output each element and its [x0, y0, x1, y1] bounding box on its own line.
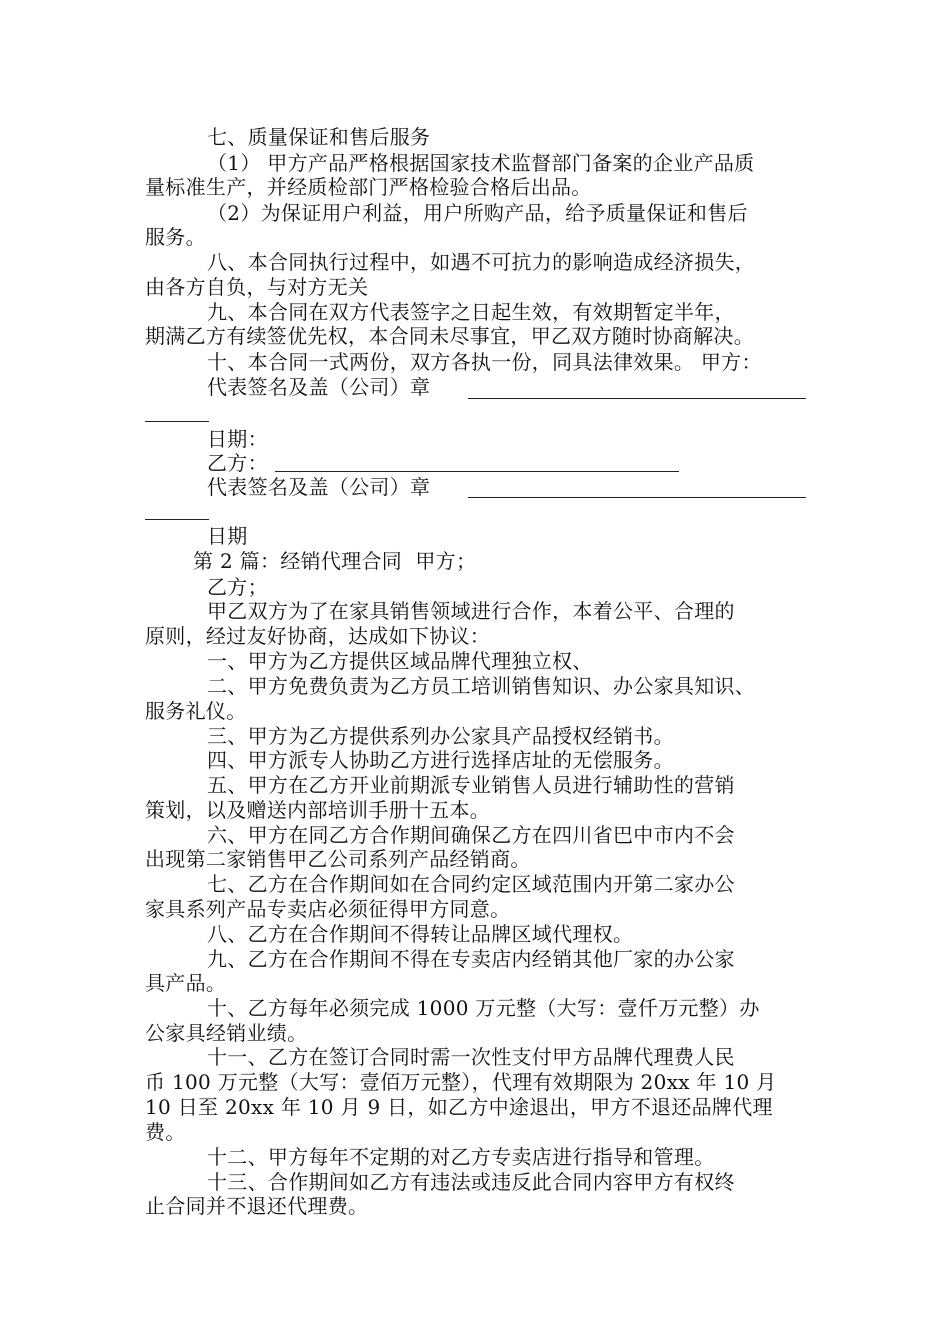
- paragraph-line: 量标准生产，并经质检部门严格检验合格后出品。: [145, 175, 592, 199]
- clause-line: 十二、甲方每年不定期的对乙方专卖店进行指导和管理。: [207, 1145, 715, 1169]
- paragraph-line: 甲乙双方为了在家具销售领域进行合作，本着公平、合理的: [207, 599, 735, 623]
- clause-line: 止合同并不退还代理费。: [145, 1194, 369, 1218]
- clause-line: 四、甲方派专人协助乙方进行选择店址的无偿服务。: [207, 748, 674, 772]
- party-a-signature-label: 代表签名及盖（公司）章: [207, 375, 431, 399]
- clause-line: 币 100 万元整（大写：壹佰万元整），代理有效期限为 20xx 年 10 月: [145, 1070, 777, 1094]
- clause-line: 六、甲方在同乙方合作期间确保乙方在四川省巴中市内不会: [207, 823, 735, 847]
- party-b-date-label: 日期: [207, 524, 248, 548]
- clause-line: 十一、乙方在签订合同时需一次性支付甲方品牌代理费人民: [207, 1045, 735, 1069]
- paragraph-line: 期满乙方有续签优先权，本合同未尽事宜，甲乙双方随时协商解决。: [145, 324, 754, 348]
- paragraph-line: 由各方自负，与对方无关: [145, 275, 369, 299]
- party-a-signature-line-continued: [145, 421, 209, 422]
- clause-line: 二、甲方免费负责为乙方员工培训销售知识、办公家具知识、: [207, 674, 756, 698]
- clause-line: 家具系列产品专卖店必须征得甲方同意。: [145, 897, 511, 921]
- clause-line: 具产品。: [145, 971, 227, 995]
- paragraph-line: （2）为保证用户利益，用户所购产品，给予质量保证和售后: [207, 201, 748, 225]
- party-b-signature-label: 代表签名及盖（公司）章: [207, 475, 431, 499]
- party-a-signature-line: [468, 398, 806, 399]
- clause-line: 七、乙方在合作期间如在合同约定区域范围内开第二家办公: [207, 872, 735, 896]
- section-title: 第 2 篇：经销代理合同 甲方；: [193, 549, 477, 573]
- clause-line: 八、乙方在合作期间不得转让品牌区域代理权。: [207, 922, 634, 946]
- clause-line: 10 日至 20xx 年 10 月 9 日，如乙方中途退出，甲方不退还品牌代理: [145, 1095, 773, 1119]
- party-a-date-label: 日期：: [207, 427, 268, 451]
- clause-line: 五、甲方在乙方开业前期派专业销售人员进行辅助性的营销: [207, 773, 735, 797]
- clause-line: 公家具经销业绩。: [145, 1021, 308, 1045]
- paragraph-line: 服务。: [145, 225, 206, 249]
- clause-line: 费。: [145, 1120, 186, 1144]
- party-b-label: 乙方：: [207, 451, 268, 475]
- party-b-signature-line-continued: [145, 519, 209, 520]
- clause-line: 九、乙方在合作期间不得在专卖店内经销其他厂家的办公家: [207, 947, 735, 971]
- paragraph-line: （1） 甲方产品严格根据国家技术监督部门备案的企业产品质: [207, 151, 755, 175]
- party-b-line: [275, 471, 679, 472]
- clause-line: 出现第二家销售甲乙公司系列产品经销商。: [145, 847, 531, 871]
- clause-line: 十三、合作期间如乙方有违法或违反此合同内容甲方有权终: [207, 1170, 735, 1194]
- paragraph-line: 原则，经过友好协商，达成如下协议：: [145, 624, 491, 648]
- paragraph-line: 九、本合同在双方代表签字之日起生效，有效期暂定半年，: [207, 300, 735, 324]
- clause-line: 十、乙方每年必须完成 1000 万元整（大写：壹仟万元整）办: [207, 996, 760, 1020]
- party-b-signature-line: [468, 497, 806, 498]
- clause-line: 三、甲方为乙方提供系列办公家具产品授权经销书。: [207, 724, 674, 748]
- paragraph-line: 八、本合同执行过程中，如遇不可抗力的影响造成经济损失，: [207, 250, 756, 274]
- paragraph-line: 十、本合同一式两份，双方各执一份，同具法律效果。 甲方：: [207, 350, 762, 374]
- clause-line: 一、甲方为乙方提供区域品牌代理独立权、: [207, 649, 593, 673]
- clause-line: 策划，以及赠送内部培训手册十五本。: [145, 798, 491, 822]
- clause-line: 服务礼仪。: [145, 699, 247, 723]
- heading-quality: 七、质量保证和售后服务: [207, 125, 431, 149]
- party-b-header: 乙方；: [207, 575, 268, 599]
